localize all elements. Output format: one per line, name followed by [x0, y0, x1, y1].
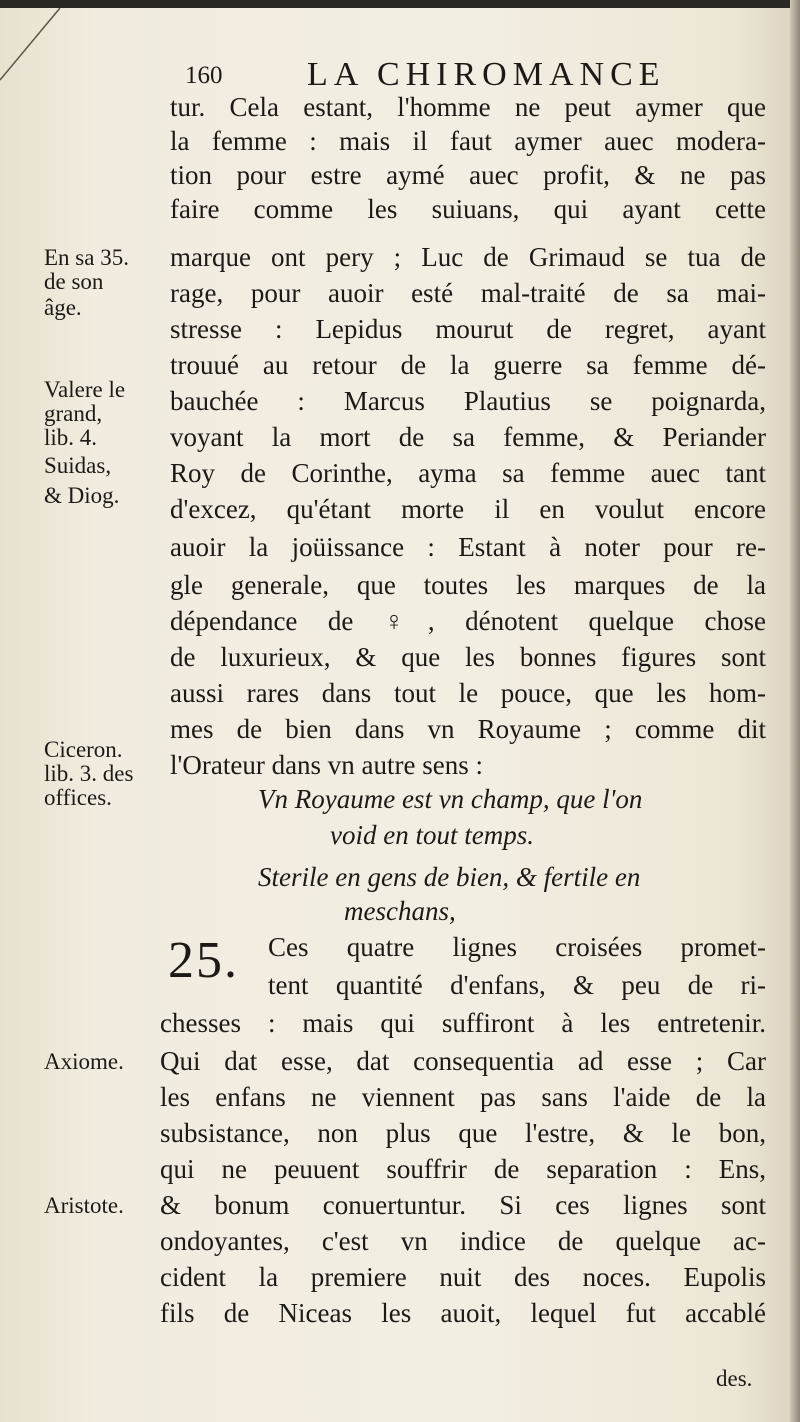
- body-line: & bonum conuertuntur. Si ces lignes sont: [160, 1190, 766, 1220]
- body-line: cident la premiere nuit des noces. Eupolis: [160, 1262, 766, 1292]
- margin-note-ciceron: lib. 3. des: [44, 761, 134, 786]
- body-line: tent quantité d'enfans, & peu de ri-: [268, 970, 766, 1000]
- body-line: ondoyantes, c'est vn indice de quelque ac-: [160, 1226, 766, 1256]
- margin-note-valere: Suidas,: [44, 453, 112, 478]
- body-line: fils de Niceas les auoit, lequel fut accablé: [160, 1298, 766, 1328]
- margin-note-ciceron: Ciceron.: [44, 737, 123, 762]
- body-line: d'excez, qu'étant morte il en voulut encore: [170, 494, 766, 524]
- body-line: chesses : mais qui suffiront à les entretenir.: [160, 1008, 766, 1038]
- body-line: de luxurieux, & que les bonnes figures sont: [170, 642, 766, 672]
- body-line: qui ne peuuent souffrir de separation : Ens,: [160, 1154, 766, 1184]
- body-line: Qui dat esse, dat consequentia ad esse ; Car: [160, 1046, 766, 1076]
- body-line: faire comme les suiuans, qui ayant cette: [170, 194, 766, 224]
- body-line: bauchée : Marcus Plautius se poignarda,: [170, 386, 766, 416]
- body-line: tion pour estre aymé auec profit, & ne pas: [170, 160, 766, 190]
- body-line: stresse : Lepidus mourut de regret, ayant: [170, 314, 766, 344]
- body-line: Ces quatre lignes croisées promet-: [268, 932, 766, 962]
- verse-line: Sterile en gens de bien, & fertile en: [258, 862, 641, 892]
- body-line: subsistance, non plus que l'estre, & le bon,: [160, 1118, 766, 1148]
- page-right-edge: [790, 0, 800, 1422]
- margin-note-valere: lib. 4.: [44, 425, 98, 450]
- body-line: l'Orateur dans vn autre sens :: [170, 750, 484, 780]
- margin-note-age: âge.: [44, 295, 82, 320]
- body-line: dépendance de ♀, dénotent quelque chose: [170, 606, 766, 636]
- body-line: voyant la mort de sa femme, & Periander: [170, 422, 766, 452]
- catchword: des.: [716, 1366, 753, 1391]
- margin-note-axiome: Axiome.: [44, 1049, 124, 1074]
- margin-note-age: En sa 35.: [44, 245, 129, 270]
- body-line: tur. Cela estant, l'homme ne peut aymer que: [170, 92, 766, 122]
- margin-note-aristote: Aristote.: [44, 1193, 124, 1218]
- running-title: LA CHIROMANCE: [307, 56, 666, 93]
- body-line: auoir la joüissance : Estant à noter pour re-: [170, 532, 766, 562]
- verse-line: meschans,: [344, 896, 456, 926]
- body-line: rage, pour auoir esté mal-traité de sa mai-: [170, 278, 766, 308]
- page-number: 160: [185, 62, 223, 89]
- verse-line: Vn Royaume est vn champ, que l'on: [258, 784, 643, 814]
- section-number: 25.: [168, 932, 239, 989]
- margin-note-valere: Valere le: [44, 377, 126, 402]
- body-line: mes de bien dans vn Royaume ; comme dit: [170, 714, 766, 744]
- margin-note-valere: grand,: [44, 401, 103, 426]
- margin-note-age: de son: [44, 269, 104, 294]
- margin-note-valere: & Diog.: [44, 483, 120, 508]
- body-line: gle generale, que toutes les marques de la: [170, 570, 766, 600]
- body-line: les enfans ne viennent pas sans l'aide de la: [160, 1082, 766, 1112]
- body-line: marque ont pery ; Luc de Grimaud se tua de: [170, 242, 766, 272]
- body-line: trouué au retour de la guerre sa femme dé-: [170, 350, 766, 380]
- margin-note-ciceron: offices.: [44, 785, 112, 810]
- verse-line: void en tout temps.: [330, 820, 534, 850]
- body-line: Roy de Corinthe, ayma sa femme auec tant: [170, 458, 766, 488]
- body-line: aussi rares dans tout le pouce, que les hom-: [170, 678, 766, 708]
- body-line: la femme : mais il faut aymer auec modera-: [170, 126, 766, 156]
